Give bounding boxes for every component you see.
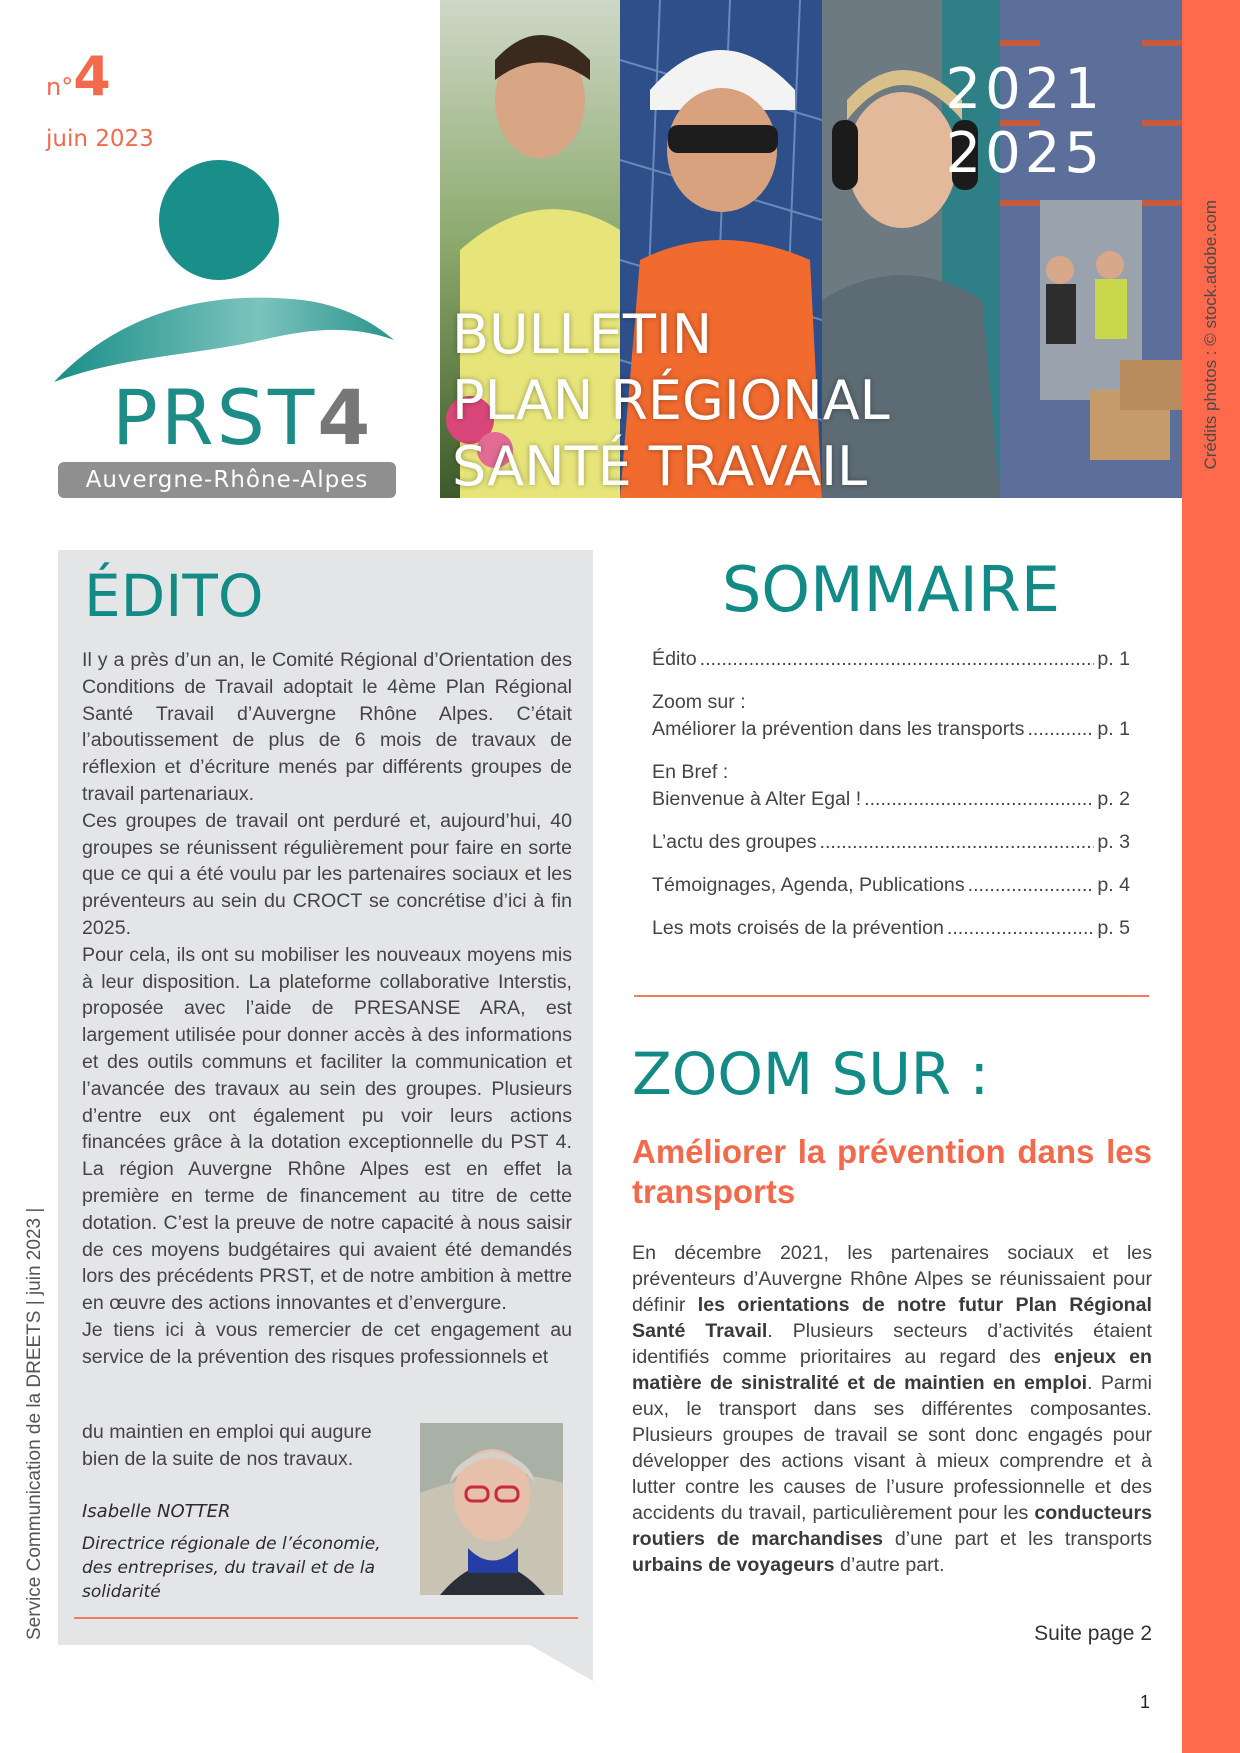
issue-date: juin 2023 — [46, 126, 154, 152]
bulletin-title — [452, 302, 890, 498]
toc-label: Édito — [652, 648, 697, 670]
zoom-text-part: En décembre 2021, les partenaires sociaux et les préventeurs d’Auvergne Rhône Alpes se réunissaient pour définir — [632, 1242, 1152, 1316]
toc-page: p. 2 — [1097, 788, 1130, 810]
issue-digit: 4 — [73, 45, 111, 108]
title-line-2: PLAN RÉGIONAL — [452, 369, 890, 432]
zoom-text-part: . Plusieurs secteurs d’activités étaient identifiés comme prioritaires au regard des — [632, 1320, 1152, 1368]
toc-item[interactable] — [652, 689, 1130, 743]
zoom-bold-part: urbains de voyageurs — [632, 1554, 835, 1576]
zoom-bold-part: les orientations de notre futur Plan Régional Santé Travail — [632, 1294, 1152, 1342]
toc-page: p. 3 — [1097, 831, 1130, 853]
year-start: 2021 — [945, 57, 1104, 122]
toc-leader — [947, 915, 1094, 942]
zoom-bold-part: conducteurs routiers de marchandises — [632, 1502, 1152, 1550]
table-of-contents — [652, 646, 1130, 958]
service-communication-label: Service Communication de la DREETS | juin 2023 | — [24, 1207, 45, 1640]
edito-paragraph: Il y a près d’un an, le Comité Régional d’Orientation des Conditions de Travail adoptait le 4ème Plan Régional Santé Travail d’Auvergne Rhône Alpes. C’était l’aboutissement de plus de 6 mois de travaux de réflexion et d’écriture menés par différents groupes de travail partenariaux. — [82, 649, 572, 805]
toc-label: L’actu des groupes — [652, 831, 817, 853]
zoom-text-part: . Parmi eux, le transport dans ses différentes composantes. Plusieurs groupes de travail se sont donc engagés pour développer des actions visant à mieux comprendre et à lutter contre les causes de l’usure professionnelle et des accidents du travail, particulièrement pour les — [632, 1372, 1152, 1524]
logo-wordmark — [112, 373, 374, 462]
toc-leader — [820, 829, 1095, 856]
edito-panel-notch — [530, 1645, 593, 1681]
signature-name: Isabelle NOTTER — [82, 1501, 231, 1522]
edito-body — [82, 647, 572, 1371]
edito-divider — [74, 1617, 578, 1619]
continued-link[interactable]: Suite page 2 — [1034, 1622, 1152, 1645]
sommaire-divider — [634, 995, 1149, 997]
toc-item[interactable] — [652, 872, 1130, 899]
toc-leader — [700, 646, 1095, 673]
page-number: 1 — [1139, 1692, 1150, 1712]
edito-paragraph: Ces groupes de travail ont perduré et, aujourd’hui, 40 groupes se réunissent régulièrement pour faire en sorte que ce qui a été voulu par les partenaires sociaux et les préventeurs au sein du CROCT se concrétise d’ici à fin 2025. — [82, 809, 572, 939]
logo-region-badge: Auvergne-Rhône-Alpes — [58, 462, 396, 498]
zoom-body — [632, 1240, 1152, 1578]
toc-page: p. 1 — [1097, 718, 1130, 740]
edito-paragraph: Je tiens ici à vous remercier de cet engagement au service de la prévention des risques professionnels et — [82, 1318, 572, 1368]
toc-page: p. 1 — [1097, 648, 1130, 670]
issue-number — [46, 45, 111, 108]
photo-credits-area — [1182, 0, 1240, 500]
toc-heading: Zoom sur : — [652, 691, 746, 713]
portrait-photo — [420, 1423, 563, 1595]
plan-years — [945, 58, 1104, 186]
toc-leader — [864, 786, 1094, 813]
sommaire-title: SOMMAIRE — [721, 553, 1061, 626]
toc-item[interactable] — [652, 915, 1130, 942]
toc-item[interactable] — [652, 646, 1130, 673]
toc-leader — [968, 872, 1095, 899]
edito-signature — [82, 1500, 412, 1604]
toc-label: Les mots croisés de la prévention — [652, 917, 944, 939]
zoom-bold-part: enjeux en matière de sinistralité et de maintien en emploi — [632, 1346, 1153, 1394]
toc-item[interactable] — [652, 829, 1130, 856]
issue-prefix: n° — [46, 73, 74, 101]
logo-name: PRST — [112, 373, 318, 462]
signature-role: Directrice régionale de l’économie, des entreprises, du travail et de la solidarité — [82, 1534, 381, 1602]
toc-page: p. 4 — [1097, 874, 1130, 896]
zoom-text-part: d’autre part. — [834, 1554, 945, 1576]
toc-label: Bienvenue à Alter Egal ! — [652, 788, 862, 810]
toc-label: Témoignages, Agenda, Publications — [652, 874, 965, 896]
zoom-title: ZOOM SUR : — [632, 1040, 990, 1108]
toc-label: Améliorer la prévention dans les transports — [652, 718, 1025, 740]
header-photo-banner — [440, 0, 1182, 498]
edito-closing: du maintien en emploi qui augure bien de la suite de nos travaux. — [82, 1421, 372, 1470]
title-line-1: BULLETIN — [452, 303, 713, 366]
edito-paragraph: Pour cela, ils ont su mobiliser les nouveaux moyens mis à leur disposition. La plateforme collaborative Interstis, proposée avec l’aide de PRESANSE ARA, est largement utilisée pour donner accès à des informations et des outils communs et faciliter la communication et l’avancée des travaux au sein des groupes. Plusieurs d’entre eux ont également pu voir leurs actions financées grâce à la dotation exceptionnelle du PST 4. La région Auvergne Rhône Alpes est en effet la première en terme de financement au titre de cette dotation. C’est la preuve de notre capacité à nous saisir de ces moyens budgétaires qui avaient été demandés lors des précédents PRST, et de notre ambition à mettre en œuvre des actions innovantes et d’envergure. — [82, 943, 572, 1315]
photo-credits: Crédits photos : © stock.adobe.com — [1201, 200, 1220, 470]
toc-item[interactable] — [652, 759, 1130, 813]
toc-page: p. 5 — [1097, 917, 1130, 939]
logo-digit: 4 — [317, 373, 374, 462]
toc-leader — [1027, 716, 1094, 743]
zoom-subtitle: Améliorer la prévention dans les transports — [632, 1133, 1152, 1210]
zoom-text-part: d’une part et les transports — [883, 1528, 1152, 1550]
title-line-3: SANTÉ TRAVAIL — [452, 435, 868, 498]
toc-heading: En Bref : — [652, 761, 729, 783]
year-end: 2025 — [945, 121, 1104, 186]
edito-title: ÉDITO — [84, 562, 264, 630]
